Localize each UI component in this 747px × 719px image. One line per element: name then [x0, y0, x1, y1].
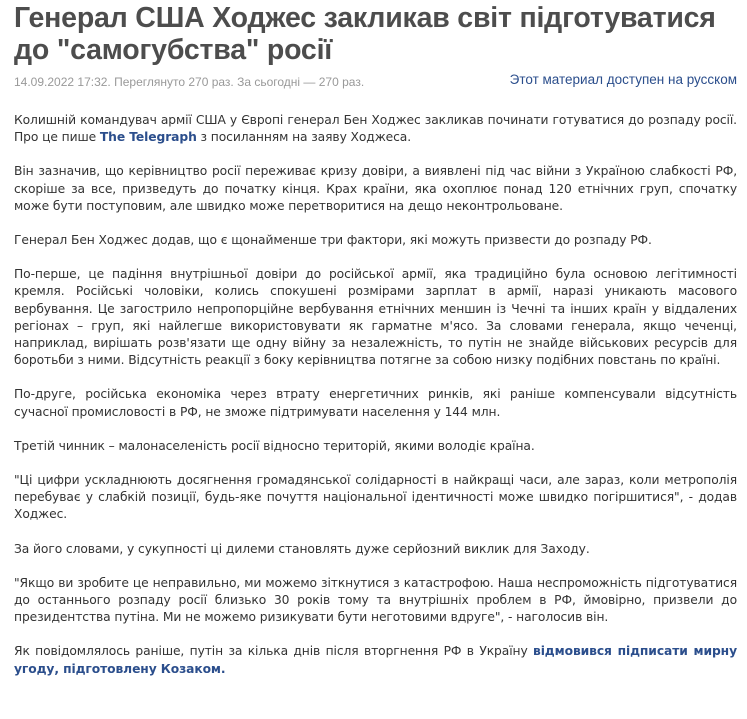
telegraph-link[interactable]: The Telegraph	[99, 130, 197, 145]
paragraph-6: Третій чинник – малонаселеність росії відносно територій, якими володіє країна.	[14, 438, 535, 453]
paragraph-10-text-before: Як повідомлялось раніше, путін за кілька днів після вторгнення РФ в Україну	[14, 644, 534, 659]
paragraph-1	[14, 112, 737, 146]
article	[14, 0, 737, 695]
paragraph-5: По-друге, російська економіка через втрату енергетичних ринків, які раніше компенсували відсутність сучасної промисловості в РФ, не зможе підтримувати населення у 144 млн.	[14, 387, 737, 419]
paragraph-8: За його словами, у сукупності ці дилеми становлять дуже серйозний виклик для Заходу.	[14, 541, 590, 556]
russian-version-link[interactable]: Этот материал доступен на русском	[509, 72, 737, 87]
paragraph-3: Генерал Бен Ходжес додав, що є щонайменше три фактори, які можуть призвести до розпаду РФ.	[14, 233, 652, 248]
paragraph-4: По-перше, це падіння внутрішньої довіри до російської армії, яка традиційно була основою легітимності кремля. Російські чоловіки, колись спокушені розмірами зарплат в армії, наразі уникають масового вербування. Це загострило непропорційне вербування етнічних меншин із Чечні та інших країн у віддалених регіонах – груп, які найлегше використовувати як гарматне м'ясо. За словами генерала, якщо чеченці, наприклад, вирішать розв'язати ще одну війну за незалежність, то путін не знайде військових ресурсів для боротьби з ними. Відсутність реакції з боку керівництва потягне за собою низку подібних повстань по країні.	[14, 267, 737, 368]
paragraph-9: "Якщо ви зробите це неправильно, ми можемо зіткнутися з катастрофою. Наша неспроможність підготуватися до останнього розпаду росії близько 30 років тому та внутрішніх проблем в РФ, ймовірно, призвели до президентства путіна. Ми не можемо ризикувати бути неготовими вдруге", - наголосив він.	[14, 575, 737, 625]
article-meta: 14.09.2022 17:32. Переглянуто 270 раз. За сьогодні — 270 раз.	[14, 75, 365, 89]
paragraph-1-text-before: Колишній командувач армії США у Європі генерал Бен Ходжес закликав починати готуватися до розпаду росії. Про це пише	[14, 113, 737, 145]
paragraph-2: Він зазначив, що керівництво росії переживає кризу довіри, а виявлені під час війни з Україною слабкості РФ, скоріше за все, призведуть до початку кінця. Крах країни, яка охоплює понад 120 етнічних груп, спочатку може бути поступовим, але швидко може перетворитися на дещо неконтрольоване.	[14, 164, 737, 213]
article-title: Генерал США Ходжес закликав світ підготуватися до "самогубства" росії	[14, 2, 716, 66]
peace-deal-link[interactable]: відмовився підписати мирну угоду, підготовлену Козаком.	[14, 644, 737, 676]
paragraph-10	[14, 643, 737, 677]
meta-row	[14, 72, 737, 92]
paragraph-7: "Ці цифри ускладнюють досягнення громадянської солідарності в найкращі часи, але зараз, коли метрополія перебуває у слабкій позиції, будь-яке почуття національної ідентичності може швидко погіршитися", - додав Ходжес.	[14, 473, 737, 522]
article-body	[14, 112, 737, 678]
paragraph-1-text-after: з посиланням на заяву Ходжеса.	[196, 130, 412, 145]
